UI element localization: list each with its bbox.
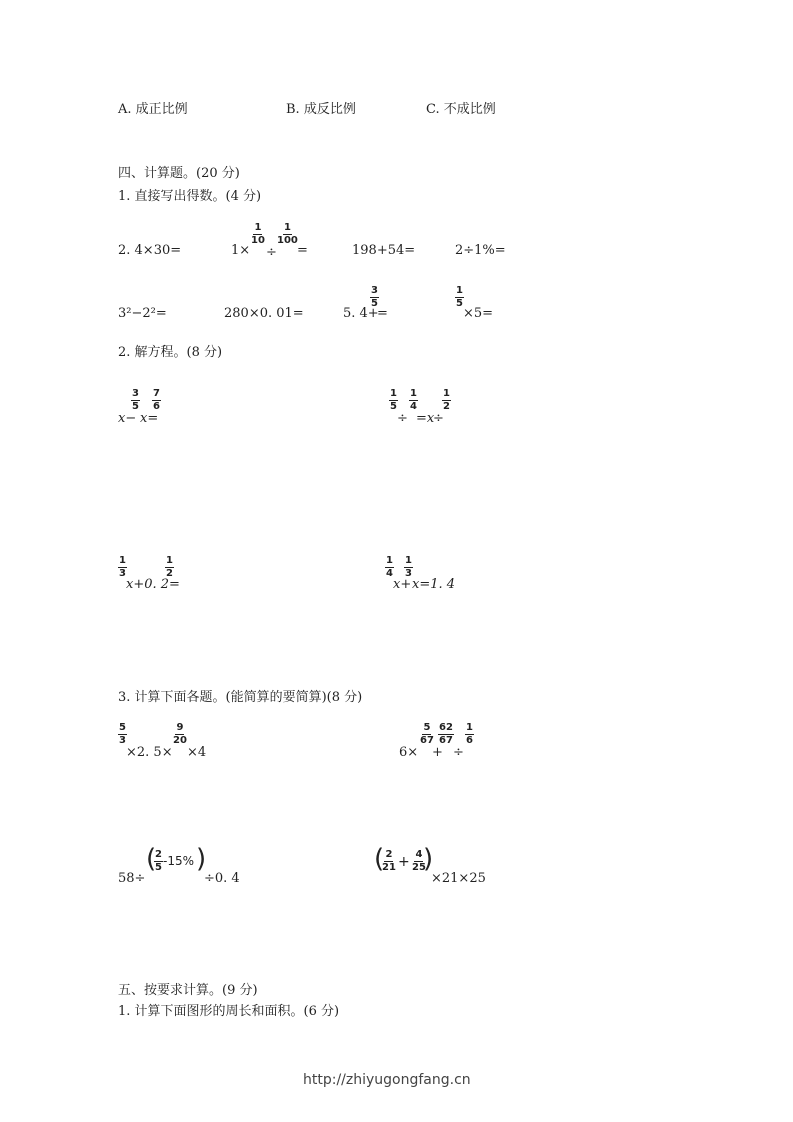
denominator: 67 bbox=[420, 735, 434, 746]
fraction bbox=[404, 556, 413, 579]
expr-suffix: ×4 bbox=[187, 745, 207, 760]
denominator: 5 bbox=[390, 401, 397, 412]
denominator: 5 bbox=[155, 862, 162, 873]
divide-operator: ÷ bbox=[397, 411, 408, 426]
numerator: 2 bbox=[155, 849, 162, 860]
expr-prefix: 58÷ bbox=[118, 871, 146, 886]
equation-part: x= bbox=[140, 411, 159, 426]
q3-title: 3. 计算下面各题。(能简算的要简算)(8 分) bbox=[118, 690, 363, 705]
plus-operator: + bbox=[432, 745, 443, 760]
equation-part: x+0. 2= bbox=[126, 577, 180, 592]
denominator: 21 bbox=[382, 862, 396, 873]
numerator: 1 bbox=[254, 222, 262, 233]
numerator: 5 bbox=[423, 722, 431, 733]
denominator: 5 bbox=[132, 401, 139, 412]
numerator: 1 bbox=[443, 388, 450, 399]
fraction bbox=[165, 556, 174, 579]
denominator: 25 bbox=[412, 862, 426, 873]
fraction bbox=[277, 223, 298, 246]
numerator: 4 bbox=[415, 849, 423, 860]
choice-c: C. 不成比例 bbox=[426, 102, 496, 117]
fraction bbox=[442, 389, 451, 412]
right-paren: ) bbox=[423, 844, 434, 874]
denominator: 2 bbox=[443, 401, 450, 412]
divide-operator: ÷ bbox=[266, 245, 277, 260]
section-four-title: 四、计算题。(20 分) bbox=[118, 166, 240, 181]
numerator: 62 bbox=[439, 722, 453, 733]
fraction bbox=[118, 556, 127, 579]
expr-suffix: ×5= bbox=[463, 306, 494, 321]
fraction bbox=[389, 389, 398, 412]
fraction bbox=[251, 223, 265, 246]
equation-part: x=1. 4 bbox=[412, 577, 456, 592]
denominator: 100 bbox=[277, 235, 298, 246]
expr-middle: ×2. 5× bbox=[126, 745, 173, 760]
q1-expr-5: 3²−2²= bbox=[118, 306, 167, 321]
q1-title: 1. 直接写出得数。(4 分) bbox=[118, 189, 262, 204]
fraction bbox=[465, 723, 474, 746]
numerator: 1 bbox=[119, 555, 126, 566]
numerator: 1 bbox=[166, 555, 173, 566]
numerator: 5 bbox=[119, 722, 126, 733]
denominator: 2 bbox=[166, 568, 173, 579]
plus-operator: + bbox=[398, 854, 410, 870]
equation-part: x+ bbox=[393, 577, 412, 592]
left-paren: ( bbox=[146, 844, 157, 874]
denominator: 6 bbox=[466, 735, 473, 746]
divide-operator: ÷ bbox=[433, 411, 444, 426]
equals-sign: = bbox=[297, 243, 308, 258]
denominator: 4 bbox=[386, 568, 393, 579]
fraction bbox=[173, 723, 187, 746]
right-paren: ) bbox=[196, 844, 207, 874]
denominator: 67 bbox=[439, 735, 453, 746]
numerator: 7 bbox=[153, 388, 160, 399]
section-five-title: 五、按要求计算。(9 分) bbox=[118, 983, 258, 998]
q1-expr-3: 198+54= bbox=[352, 243, 416, 258]
expr-prefix: 1× bbox=[231, 243, 251, 258]
q5-1-title: 1. 计算下面图形的周长和面积。(6 分) bbox=[118, 1004, 340, 1019]
denominator: 5 bbox=[371, 298, 378, 309]
denominator: 3 bbox=[405, 568, 412, 579]
expr-suffix: ×21×25 bbox=[431, 871, 486, 886]
expr-prefix: 5. 4+ bbox=[343, 306, 379, 321]
denominator: 6 bbox=[153, 401, 160, 412]
choice-b: B. 成反比例 bbox=[286, 102, 356, 117]
percent-term: -15% bbox=[163, 854, 195, 868]
expr-suffix: ÷0. 4 bbox=[204, 871, 240, 886]
numerator: 2 bbox=[385, 849, 393, 860]
numerator: 1 bbox=[456, 285, 463, 296]
equation-part: =x bbox=[416, 411, 435, 426]
numerator: 3 bbox=[371, 285, 378, 296]
q2-title: 2. 解方程。(8 分) bbox=[118, 345, 223, 360]
divide-operator: ÷ bbox=[453, 745, 464, 760]
fraction bbox=[438, 723, 454, 746]
denominator: 20 bbox=[173, 735, 187, 746]
denominator: 10 bbox=[251, 235, 265, 246]
numerator: 1 bbox=[390, 388, 397, 399]
numerator: 1 bbox=[466, 722, 473, 733]
q1-expr-4: 2÷1%= bbox=[455, 243, 506, 258]
denominator: 3 bbox=[119, 735, 126, 746]
denominator: 5 bbox=[456, 298, 463, 309]
equals-sign: = bbox=[377, 306, 388, 321]
expr-prefix: 6× bbox=[399, 745, 419, 760]
fraction bbox=[420, 723, 434, 746]
fraction bbox=[385, 556, 394, 579]
numerator: 3 bbox=[132, 388, 139, 399]
fraction bbox=[382, 850, 396, 873]
fraction bbox=[131, 389, 140, 412]
fraction bbox=[118, 723, 127, 746]
fraction bbox=[409, 389, 418, 412]
footer-url[interactable]: http://zhiyugongfang.cn bbox=[303, 1072, 471, 1088]
denominator: 3 bbox=[119, 568, 126, 579]
q1-expr-1: 2. 4×30= bbox=[118, 243, 182, 258]
fraction bbox=[154, 850, 163, 873]
numerator: 9 bbox=[176, 722, 184, 733]
fraction bbox=[152, 389, 161, 412]
numerator: 1 bbox=[283, 222, 291, 233]
denominator: 4 bbox=[410, 401, 417, 412]
q1-expr-6: 280×0. 01= bbox=[224, 306, 304, 321]
numerator: 1 bbox=[405, 555, 412, 566]
equation-part: x− bbox=[118, 411, 137, 426]
numerator: 1 bbox=[410, 388, 417, 399]
numerator: 1 bbox=[386, 555, 393, 566]
left-paren: ( bbox=[374, 844, 385, 874]
choice-a: A. 成正比例 bbox=[118, 102, 188, 117]
